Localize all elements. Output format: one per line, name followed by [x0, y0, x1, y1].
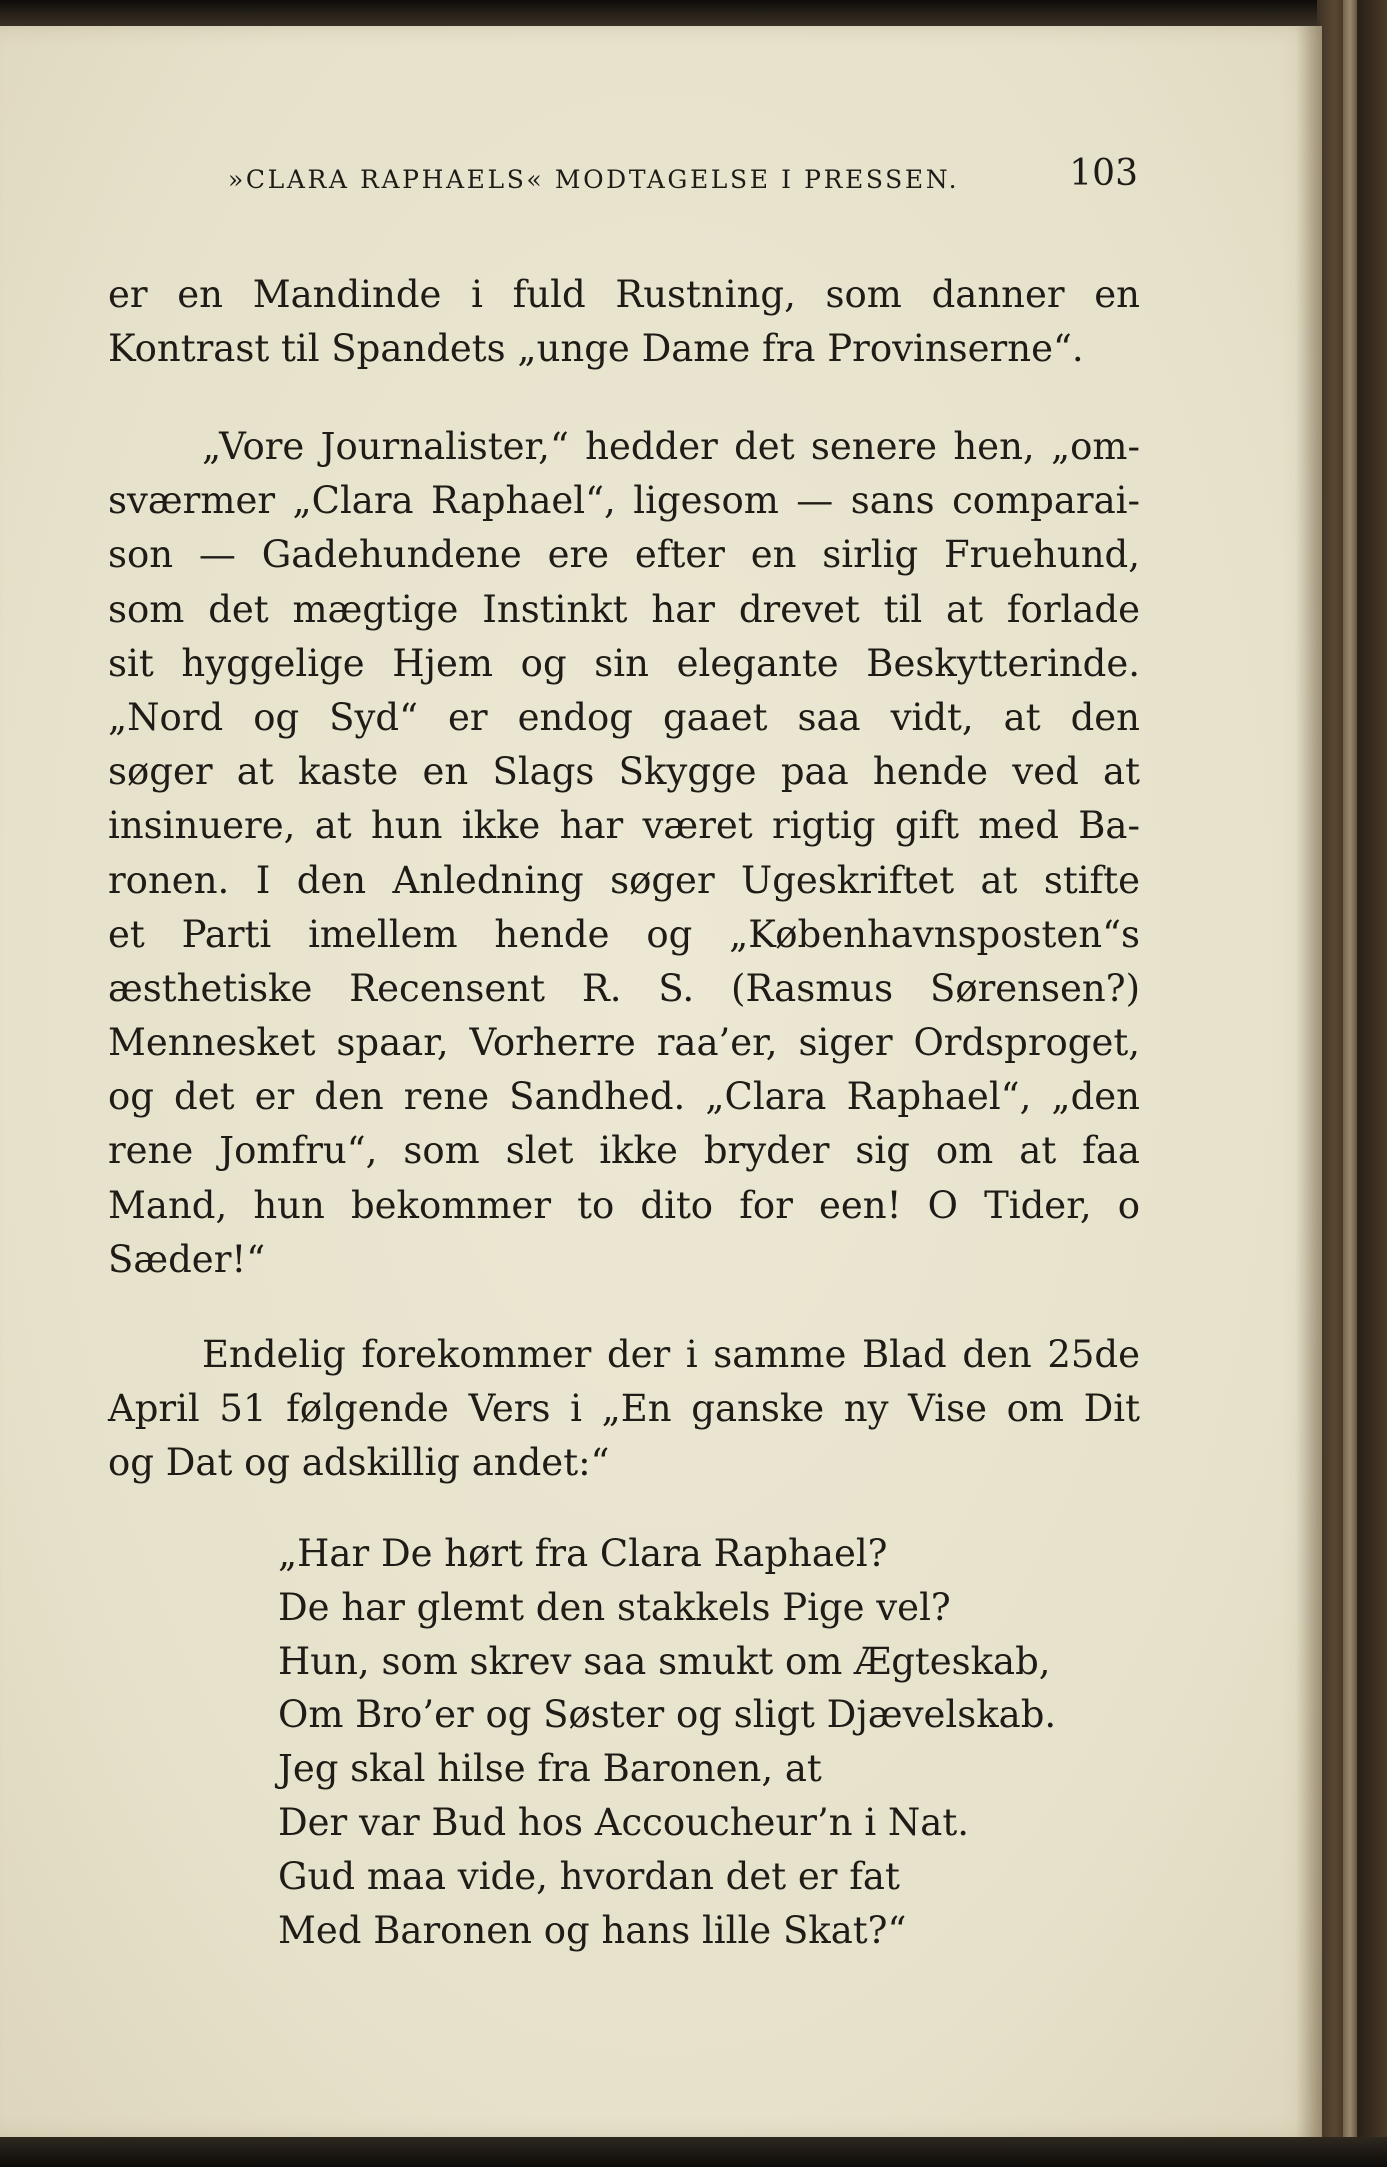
verse-line: Gud maa vide, hvordan det er fat: [278, 1854, 900, 1898]
text-line: og det er den rene Sandhed. „Clara Raphael“, „den: [108, 1075, 1140, 1119]
text-line: et Parti imellem hende og „Københavnsposten“s: [108, 912, 1140, 956]
verse-block: [278, 1527, 1056, 1957]
text-line: æsthetiske Recensent R. S. (Rasmus Sørensen?): [108, 966, 1140, 1010]
running-head: »CLARA RAPHAELS« MODTAGELSE I PRESSEN.: [228, 165, 960, 194]
verse-line: Med Baronen og hans lille Skat?“: [278, 1908, 907, 1952]
text-line: sværmer „Clara Raphael“, ligesom — sans comparai-: [108, 479, 1140, 523]
bottom-page-edge: [0, 2137, 1387, 2167]
page-header: [228, 151, 1138, 201]
text-line: sit hyggelige Hjem og sin elegante Beskytterinde.: [108, 641, 1140, 685]
top-page-edge: [0, 0, 1387, 28]
text-line: „Vore Journalister,“ hedder det senere hen, „om-: [202, 425, 1140, 468]
text-line: er en Mandinde i fuld Rustning, som danner en: [108, 273, 1140, 316]
verse-line: Hun, som skrev saa smukt om Ægteskab,: [278, 1639, 1051, 1683]
paragraph-2: [108, 420, 1140, 1287]
text-line: som det mægtige Instinkt har drevet til at forlade: [108, 587, 1140, 631]
spine-binding-band: [1343, 0, 1357, 2167]
verse-line: Jeg skal hilse fra Baronen, at: [278, 1747, 822, 1791]
verse-line: Der var Bud hos Accoucheur’n i Nat.: [278, 1800, 969, 1844]
text-line: rene Jomfru“, som slet ikke bryder sig om at faa: [108, 1129, 1140, 1173]
text-line: insinuere, at hun ikke har været rigtig gift med Ba-: [108, 804, 1140, 848]
text-line: Kontrast til Spandets „unge Dame fra Provinserne“.: [108, 327, 1084, 371]
verse-line: De har glemt den stakkels Pige vel?: [278, 1585, 951, 1629]
text-line: Mand, hun bekommer to dito for een! O Tider, o: [108, 1183, 1140, 1227]
text-line: søger at kaste en Slags Skygge paa hende ved at: [108, 750, 1140, 794]
text-line: „Nord og Syd“ er endog gaaet saa vidt, at den: [108, 695, 1140, 739]
page-gutter-shadow: [1296, 26, 1322, 2138]
paragraph-1: [108, 268, 1140, 376]
text-line: son — Gadehundene ere efter en sirlig Fruehund,: [108, 533, 1140, 577]
text-line: April 51 følgende Vers i „En ganske ny Vise om Dit: [108, 1387, 1140, 1431]
text-line: og Dat og adskillig andet:“: [108, 1441, 610, 1485]
verse-line: Om Bro’er og Søster og sligt Djævelskab.: [278, 1693, 1057, 1737]
text-line: Endelig forekommer der i samme Blad den 25de: [202, 1333, 1140, 1376]
page-number: 103: [1069, 153, 1138, 194]
verse-line: „Har De hørt fra Clara Raphael?: [278, 1532, 888, 1575]
text-line: Sæder!“: [108, 1237, 266, 1281]
page-sheet: [0, 26, 1322, 2138]
text-line: Mennesket spaar, Vorherre raa’er, siger Ordsproget,: [108, 1021, 1140, 1065]
text-line: ronen. I den Anledning søger Ugeskriftet at stifte: [108, 858, 1140, 902]
paragraph-3: [108, 1328, 1140, 1491]
